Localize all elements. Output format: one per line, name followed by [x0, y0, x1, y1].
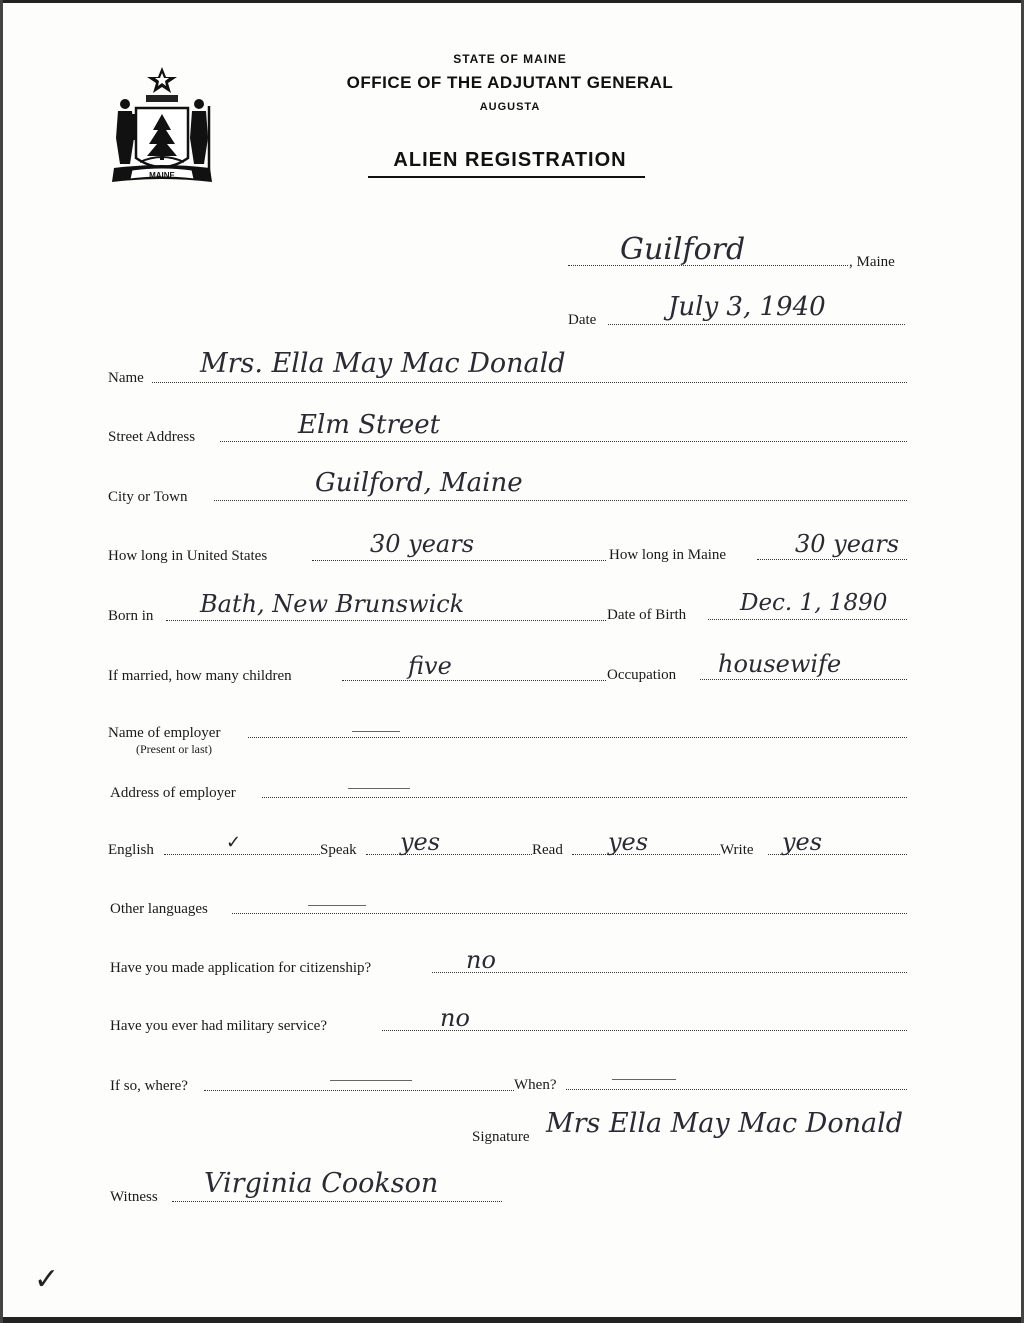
how-long-maine-label: How long in Maine [609, 547, 727, 563]
english-check-value: ✓ [226, 832, 242, 853]
town-suffix: , Maine [849, 254, 895, 270]
born-in-field-line [166, 620, 606, 621]
citizenship-application-field-line [432, 972, 907, 973]
date-of-birth-field-line [708, 619, 907, 620]
employer-address-field-line [262, 797, 907, 798]
write-value: yes [782, 828, 823, 856]
employer-name-field-line [248, 737, 907, 738]
name-label: Name [108, 370, 144, 386]
date-field-line [608, 324, 905, 325]
signature-value: Mrs Ella May Mac Donald [546, 1108, 903, 1139]
form-title: ALIEN REGISTRATION [393, 149, 627, 171]
city-or-town-label: City or Town [108, 489, 188, 505]
street-address-value: Elm Street [298, 410, 441, 440]
children-value: five [408, 652, 452, 680]
employer-address-label: Address of employer [110, 785, 236, 801]
when-field-line [566, 1089, 907, 1090]
footer-check-mark: ✓ [34, 1262, 60, 1297]
employer-name-sublabel: (Present or last) [136, 742, 212, 756]
signature-label: Signature [472, 1129, 530, 1145]
date-of-birth-label: Date of Birth [607, 607, 687, 623]
speak-field-line [366, 854, 532, 855]
city-or-town-field-line [214, 500, 907, 501]
street-address-label: Street Address [108, 429, 196, 445]
citizenship-application-label: Have you made application for citizenship? [110, 960, 372, 976]
born-in-label: Born in [108, 608, 154, 624]
seal-text: MAINE [149, 171, 175, 180]
other-languages-blank-stroke [308, 905, 366, 906]
born-in-value: Bath, New Brunswick [200, 590, 465, 618]
english-field-line [164, 854, 320, 855]
how-long-maine-value: 30 years [795, 530, 900, 558]
header-city: AUGUSTA [479, 101, 541, 113]
english-label: English [108, 842, 154, 858]
title-underline [368, 176, 645, 178]
children-field-line [342, 680, 606, 681]
name-field-line [152, 382, 907, 383]
when-label: When? [514, 1077, 557, 1093]
how-long-maine-field-line [757, 559, 907, 560]
scan-border-left [0, 0, 3, 1323]
header-office: OFFICE OF THE ADJUTANT GENERAL [346, 73, 674, 92]
employer-address-blank-stroke [348, 788, 410, 789]
witness-value: Virginia Cookson [204, 1168, 439, 1199]
employer-name-label: Name of employer [108, 725, 221, 741]
street-address-field-line [220, 441, 907, 442]
scan-border-bottom [0, 1317, 1024, 1323]
when-blank-stroke [612, 1079, 676, 1080]
read-value: yes [608, 828, 649, 856]
how-long-us-value: 30 years [370, 530, 475, 558]
read-label: Read [532, 842, 563, 858]
scan-border-top [0, 0, 1024, 3]
date-of-birth-value: Dec. 1, 1890 [740, 590, 888, 616]
if-so-where-field-line [204, 1090, 514, 1091]
employer-name-blank-stroke [352, 731, 400, 732]
citizenship-application-value: no [466, 946, 496, 974]
military-service-value: no [440, 1004, 470, 1032]
header-state: STATE OF MAINE [453, 52, 567, 66]
occupation-value: housewife [718, 650, 842, 678]
speak-label: Speak [320, 842, 357, 858]
maine-seal-icon [108, 64, 216, 190]
other-languages-field-line [232, 913, 907, 914]
write-label: Write [720, 842, 754, 858]
children-label: If married, how many children [108, 668, 292, 684]
town-value: Guilford [620, 232, 746, 267]
how-long-us-label: How long in United States [108, 548, 268, 564]
witness-field-line [172, 1201, 502, 1202]
date-value: July 3, 1940 [668, 292, 826, 322]
military-service-label: Have you ever had military service? [110, 1018, 327, 1034]
date-label: Date [568, 312, 597, 328]
occupation-field-line [700, 679, 907, 680]
other-languages-label: Other languages [110, 901, 208, 917]
if-so-where-label: If so, where? [110, 1078, 188, 1094]
how-long-us-field-line [312, 560, 606, 561]
occupation-label: Occupation [607, 667, 677, 683]
name-value: Mrs. Ella May Mac Donald [200, 348, 566, 379]
speak-value: yes [400, 828, 441, 856]
witness-label: Witness [110, 1189, 158, 1205]
if-so-where-blank-stroke [330, 1080, 412, 1081]
city-or-town-value: Guilford, Maine [315, 468, 523, 498]
